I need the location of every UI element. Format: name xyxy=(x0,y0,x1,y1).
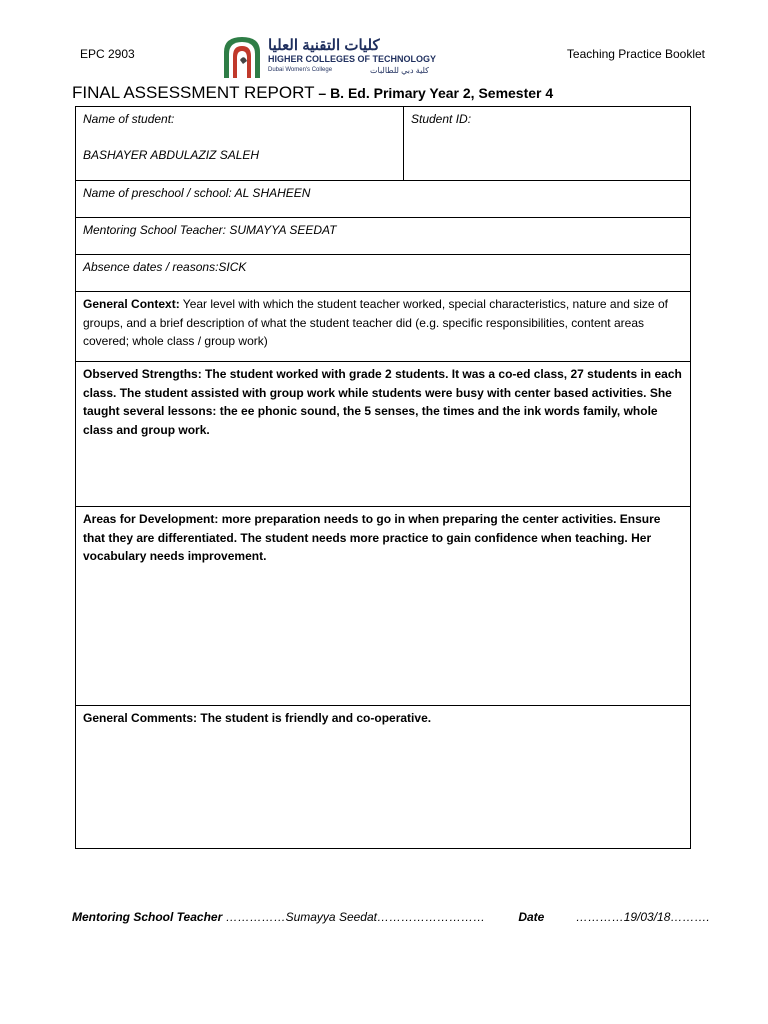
signature-footer xyxy=(72,910,710,924)
mentor-row xyxy=(76,218,690,255)
areas-for-development-text: more preparation needs to go in when preparing the center activities. Ensure that they are differentiated. The student needs more practice to gain confidence when teaching. Her vocabulary needs improvement. xyxy=(83,512,661,563)
school-label: Name of preschool / school: xyxy=(83,186,235,200)
general-context-text: Year level with which the student teacher worked, special characteristics, nature and size of groups, and a brief description of what the student teacher did (e.g. specific responsibilities, content areas covered; whole class / group work) xyxy=(83,297,668,348)
report-title xyxy=(72,83,553,103)
logo-english-text: HIGHER COLLEGES OF TECHNOLOGY xyxy=(268,54,437,64)
assessment-form xyxy=(75,106,691,849)
footer-mentor-value: ……………Sumayya Seedat……………………… xyxy=(222,910,485,924)
student-id-cell xyxy=(404,107,690,180)
student-name-label: Name of student: xyxy=(83,112,175,126)
logo-arabic-subtext: كلية دبي للطالبات xyxy=(370,66,429,75)
logo-arabic-text: كليات التقنية العليا xyxy=(268,37,380,54)
student-name-value: BASHAYER ABDULAZIZ SALEH xyxy=(83,147,260,162)
absence-value: SICK xyxy=(218,260,247,274)
student-name-cell xyxy=(76,107,404,180)
footer-date-label: Date xyxy=(518,910,545,924)
college-logo xyxy=(220,34,437,80)
report-title-dash: – xyxy=(314,85,331,101)
mentor-label: Mentoring School Teacher: xyxy=(83,223,230,237)
general-context-label: General Context: xyxy=(83,297,180,311)
areas-for-development-row xyxy=(76,507,690,706)
college-emblem-icon xyxy=(220,34,264,80)
observed-strengths-row xyxy=(76,362,690,507)
general-comments-text: The student is friendly and co-operative. xyxy=(197,711,432,725)
areas-for-development-label: Areas for Development: xyxy=(83,512,219,526)
observed-strengths-text: The student worked with grade 2 students. It was a co-ed class, 27 students in each class. The student assisted with group work while students were busy with center based activities. She taught several lessons: the ee phonic sound, the 5 senses, the times and the ink words family, whole class and group work. xyxy=(83,367,682,437)
course-code: EPC 2903 xyxy=(80,47,135,61)
footer-date-value: …………19/03/18………. xyxy=(575,910,710,924)
general-comments-row xyxy=(76,706,690,848)
absence-label: Absence dates / reasons: xyxy=(83,260,219,274)
report-subtitle: B. Ed. Primary Year 2, Semester 4 xyxy=(330,85,554,101)
general-comments-label: General Comments: xyxy=(83,711,198,725)
school-value: AL SHAHEEN xyxy=(234,186,311,200)
absence-row xyxy=(76,255,690,292)
student-info-row xyxy=(76,107,690,181)
logo-college-name: Dubai Women's College xyxy=(268,67,333,73)
booklet-title: Teaching Practice Booklet xyxy=(566,47,705,61)
school-row xyxy=(76,181,690,218)
general-context-row xyxy=(76,292,690,362)
report-title-main: FINAL ASSESSMENT REPORT xyxy=(72,83,315,102)
footer-mentor-label: Mentoring School Teacher xyxy=(72,910,223,924)
mentor-value: SUMAYYA SEEDAT xyxy=(229,223,337,237)
student-id-label: Student ID: xyxy=(411,112,472,126)
observed-strengths-label: Observed Strengths: xyxy=(83,367,202,381)
